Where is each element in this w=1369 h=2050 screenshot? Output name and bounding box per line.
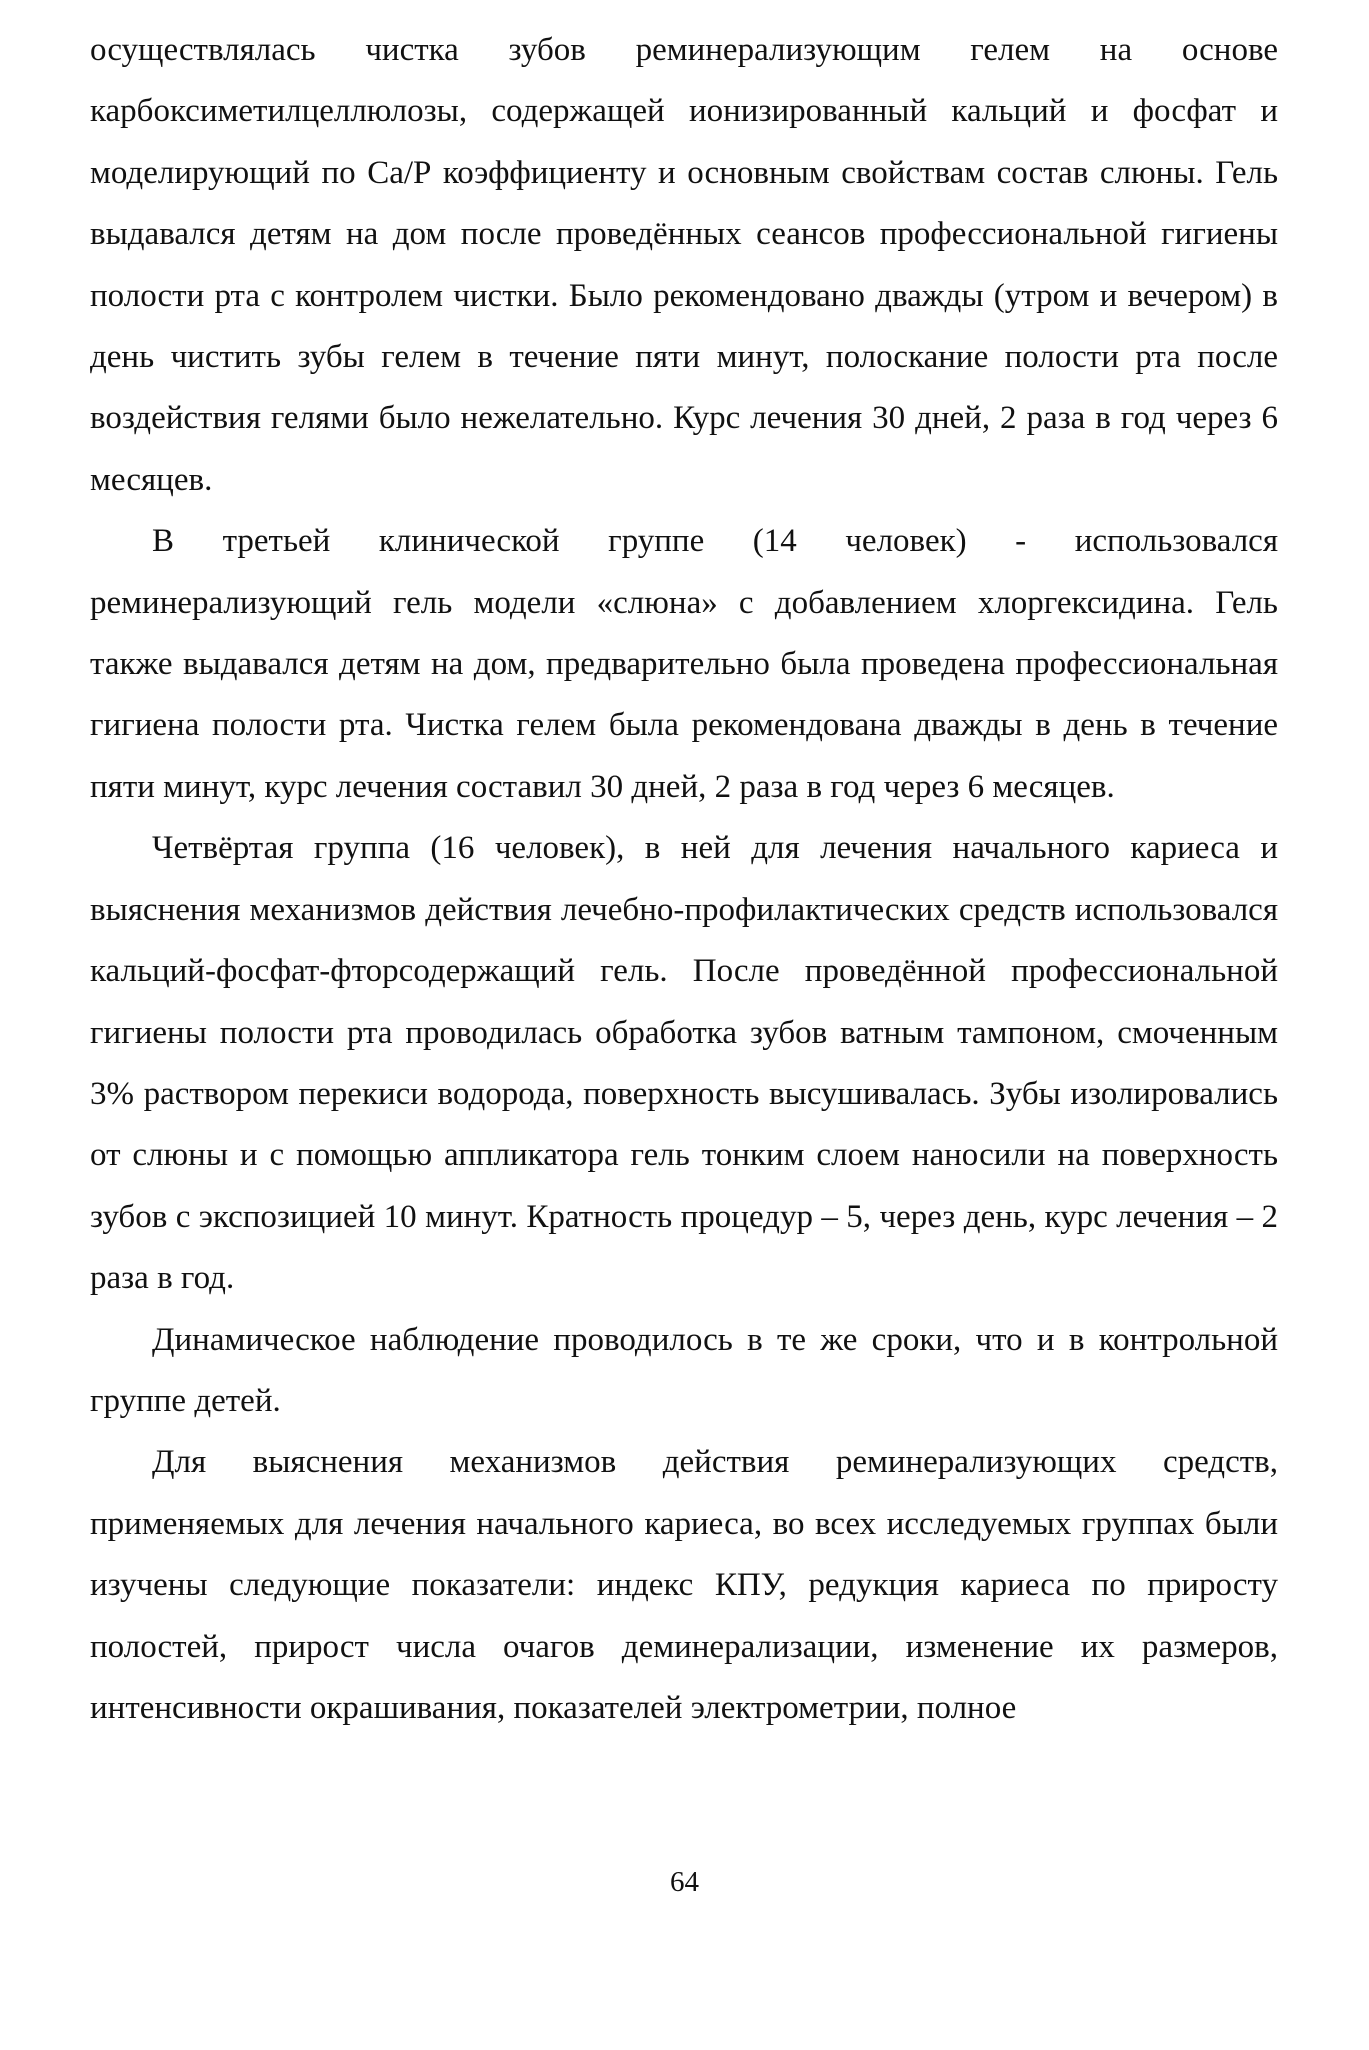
paragraph-third-group: В третьей клинической группе (14 человек) - использовался реминерализующий гель модели «слюна» с добавлением хлоргексидина. Гель также выдавался детям на дом, предварительно была проведена профессиональная гигиена полости рта. Чистка гелем была рекомендована дважды в день в течение пяти минут, курс лечения составил 30 дней, 2 раза в год через 6 месяцев.: [90, 523, 1278, 805]
paragraph-indicators: Для выяснения механизмов действия реминерализующих средств, применяемых для лечения начального кариеса, во всех исследуемых группах были изучены следующие показатели: индекс КПУ, редукция кариеса по приросту полостей, прирост числа очагов деминерализации, изменение их размеров, интенсивности окрашивания, показателей электрометрии, полное: [90, 1444, 1278, 1726]
paragraph-dynamic-observation: Динамическое наблюдение проводилось в те же сроки, что и в контрольной группе детей.: [90, 1321, 1278, 1419]
paragraph-fourth-group: Четвёртая группа (16 человек), в ней для лечения начального кариеса и выяснения механизмов действия лечебно-профилактических средств использовался кальций-фосфат-фторсодержащий гель. После проведённой профессиональной гигиены полости рта проводилась обработка зубов ватным тампоном, смоченным 3% раствором перекиси водорода, поверхность высушивалась. Зубы изолировались от слюны и с помощью аппликатора гель тонким слоем наносили на поверхность зубов с экспозицией 10 минут. Кратность процедур – 5, через день, курс лечения – 2 раза в год.: [90, 830, 1278, 1297]
paragraph-gel-cmc: осуществлялась чистка зубов реминерализующим гелем на основе карбоксиметилцеллюлозы, содержащей ионизированный кальций и фосфат и моделирующий по Са/Р коэффициенту и основным свойствам состав слюны. Гель выдавался детям на дом после проведённых сеансов профессиональной гигиены полости рта с контролем чистки. Было рекомендовано дважды (утром и вечером) в день чистить зубы гелем в течение пяти минут, полоскание полости рта после воздействия гелями было нежелательно. Курс лечения 30 дней, 2 раза в год через 6 месяцев.: [90, 32, 1278, 498]
page-number: 64: [670, 1866, 699, 1898]
body-text: [90, 20, 1278, 1739]
